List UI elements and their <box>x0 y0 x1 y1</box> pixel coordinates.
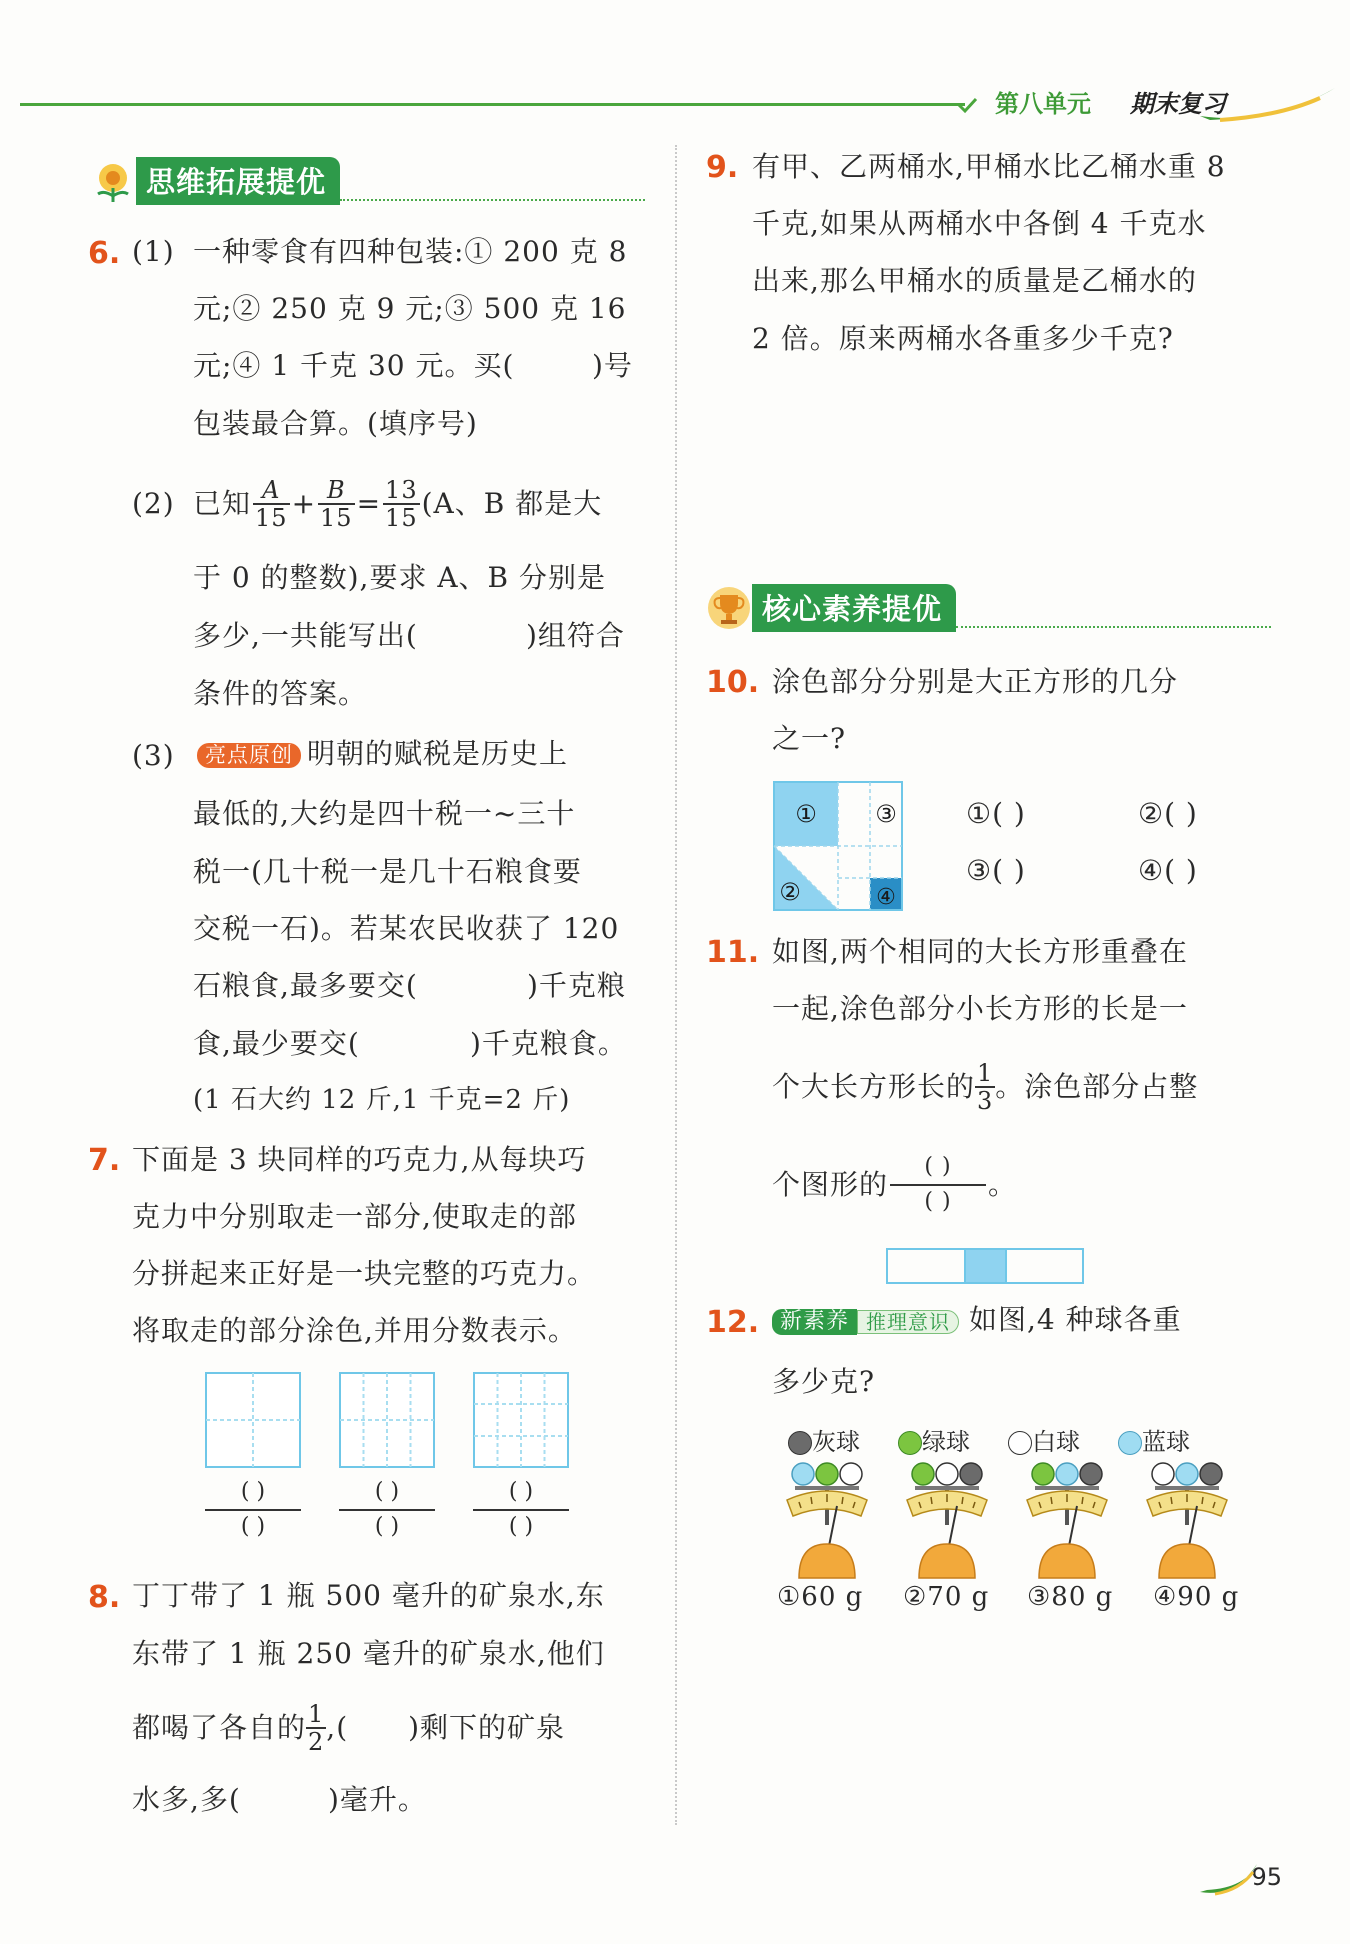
q7-answer-fraction-1[interactable] <box>203 1478 303 1541</box>
q8-line3 <box>132 1694 565 1762</box>
q11-answer-fraction[interactable] <box>888 1153 988 1216</box>
q11-shaded-rect <box>965 1249 1006 1283</box>
scale-2-reading: ②70 g <box>903 1582 990 1612</box>
q12-line2: 多少克? <box>772 1365 876 1398</box>
fraction-bar <box>205 1509 301 1511</box>
q11-l4-prefix: 个图形的 <box>772 1168 889 1201</box>
q8-number: 8. <box>88 1580 121 1615</box>
plus-sign: + <box>291 487 317 520</box>
q6-p2-line: 于 0 的整数),要求 A、B 分别是 <box>193 561 607 594</box>
scale-4-reading: ④90 g <box>1153 1582 1240 1612</box>
q12-line1-text: 如图,4 种球各重 <box>969 1303 1182 1336</box>
section-core-title: 核心素养提优 <box>752 584 956 632</box>
swoosh-decoration-icon <box>1200 86 1340 126</box>
unit-label: 第八单元 <box>995 90 1091 118</box>
header-rule <box>20 103 965 106</box>
q11-l3-prefix: 个大长方形长的 <box>772 1070 976 1103</box>
q6-p1-line: 包装最合算。(填序号) <box>193 407 478 440</box>
q12-line1 <box>772 1303 1182 1336</box>
fraction-bar <box>473 1509 569 1511</box>
q8-l3-suffix: )剩下的矿泉 <box>408 1711 566 1744</box>
trophy-icon <box>706 585 752 631</box>
q12-number: 12. <box>706 1305 760 1340</box>
scale-4 <box>1147 1463 1227 1578</box>
q6-p2-suffix: (A、B 都是大 <box>421 487 603 520</box>
section-dots <box>956 588 1271 628</box>
fraction-third-den: 3 <box>977 1087 994 1115</box>
q9-number: 9. <box>706 150 739 185</box>
q8-l4a: 水多,多( <box>132 1783 241 1816</box>
q6-p1-label: (1) <box>132 235 175 268</box>
fraction-blank-num: ( ) <box>924 1154 952 1180</box>
q7-answer-fraction-3[interactable] <box>471 1478 571 1541</box>
review-label: 期末复习 <box>1130 90 1226 118</box>
check-leaf-icon <box>955 96 979 116</box>
fraction-bar <box>890 1184 986 1186</box>
fraction-half-den: 2 <box>308 1728 325 1756</box>
column-divider <box>675 145 677 1825</box>
scales-figure <box>775 1460 1255 1580</box>
fraction-blank-den: ( ) <box>240 1513 266 1539</box>
fraction-a-num: A <box>253 477 290 505</box>
q6-p3-line: 税一(几十税一是几十石粮食要 <box>193 855 582 888</box>
white-ball-icon <box>1008 1431 1032 1455</box>
q9-line: 千克,如果从两桶水中各倒 4 千克水 <box>752 207 1207 240</box>
q10-square-figure <box>772 780 904 912</box>
q6-p2-equation <box>193 468 602 540</box>
q6-p2-prefix: 已知 <box>193 487 252 520</box>
fraction-half-num: 1 <box>308 1699 325 1728</box>
fraction-c-num: 13 <box>385 475 418 504</box>
q7-answer-fraction-2[interactable] <box>337 1478 437 1541</box>
chocolate-bar-3[interactable] <box>473 1372 569 1468</box>
q6-p3-line: 明朝的赋税是历史上 <box>307 737 569 770</box>
q6-number: 6. <box>88 236 121 271</box>
fraction-b-den: 15 <box>320 504 353 532</box>
q8-l3-mid: ,( <box>326 1711 349 1744</box>
q10-answer-3[interactable]: ③( ) <box>966 854 1026 887</box>
q10-answer-4[interactable]: ④( ) <box>1138 854 1198 887</box>
legend-blue <box>1118 1422 1190 1457</box>
q10-label-2: ② <box>779 878 801 906</box>
legend-white-label: 白球 <box>1032 1428 1080 1456</box>
scale-3 <box>1027 1463 1107 1578</box>
section-thinking-title: 思维拓展提优 <box>136 157 340 205</box>
fraction-third-num: 1 <box>977 1058 994 1087</box>
q10-answer-1[interactable]: ①( ) <box>966 797 1026 830</box>
fraction-blank-den: ( ) <box>374 1513 400 1539</box>
sunflower-icon <box>90 158 136 204</box>
q6-p3-line: 最低的,大约是四十税一~三十 <box>193 797 576 830</box>
q6-p1-line: )号 <box>592 349 633 382</box>
q6-p1-line: 元;④ 1 千克 30 元。买( <box>193 349 515 382</box>
q11-number: 11. <box>706 935 760 970</box>
q8-line: 丁丁带了 1 瓶 500 毫升的矿泉水,东 <box>132 1579 605 1612</box>
scale-1 <box>787 1463 867 1578</box>
q11-l3-suffix: 。涂色部分占整 <box>995 1070 1199 1103</box>
q10-line: 涂色部分分别是大正方形的几分 <box>772 665 1179 698</box>
q6-p3-line: (1 石大约 12 斤,1 千克=2 斤) <box>193 1085 571 1115</box>
q6-p1-line: 元;② 250 克 9 元;③ 500 克 16 <box>193 292 627 325</box>
fraction-blank-den: ( ) <box>924 1189 952 1214</box>
q6-p2-line: 多少,一共能写出( <box>193 619 418 652</box>
q6-p2-line: 条件的答案。 <box>193 677 368 710</box>
green-ball-icon <box>898 1431 922 1455</box>
q6-p2-label: (2) <box>132 487 175 520</box>
section-thinking-banner <box>90 158 645 204</box>
q10-label-1: ① <box>795 800 817 828</box>
q7-line: 克力中分别取走一部分,使取走的部 <box>132 1200 577 1233</box>
new-literacy-badge: 新素养 <box>772 1309 857 1335</box>
q6-p3-line: 交税一石)。若某农民收获了 120 <box>193 912 620 945</box>
q8-line: 东带了 1 瓶 250 毫升的矿泉水,他们 <box>132 1637 605 1670</box>
fraction-b-num: B <box>318 477 355 505</box>
fraction-b <box>318 477 355 532</box>
fraction-c <box>383 477 420 532</box>
q7-line: 分拼起来正好是一块完整的巧克力。 <box>132 1257 597 1290</box>
q9-line: 出来,那么甲桶水的质量是乙桶水的 <box>752 264 1197 297</box>
equals-sign: = <box>356 487 382 520</box>
chocolate-bar-1[interactable] <box>205 1372 301 1468</box>
fraction-blank-num: ( ) <box>508 1479 534 1504</box>
reasoning-badge: 推理意识 <box>857 1310 959 1334</box>
q6-p3-line: 石粮食,最多要交( <box>193 969 418 1002</box>
chocolate-bar-2[interactable] <box>339 1372 435 1468</box>
scale-1-reading: ①60 g <box>777 1582 864 1612</box>
q6-p3-line: )千克粮食。 <box>470 1027 627 1060</box>
page-number: 95 <box>1251 1863 1282 1891</box>
legend-green <box>898 1422 970 1457</box>
legend-gray-label: 灰球 <box>812 1428 860 1456</box>
fraction-third <box>975 1060 995 1115</box>
section-dots <box>340 161 645 201</box>
blue-ball-icon <box>1118 1431 1142 1455</box>
page-swoosh-icon <box>1195 1858 1265 1898</box>
q9-line: 有甲、乙两桶水,甲桶水比乙桶水重 8 <box>752 150 1226 183</box>
section-core-banner <box>706 585 1271 631</box>
q11-line: 一起,涂色部分小长方形的长是一 <box>772 992 1188 1025</box>
q10-number: 10. <box>706 665 760 700</box>
q7-line: 下面是 3 块同样的巧克力,从每块巧 <box>132 1143 587 1176</box>
q6-p1-line: 一种零食有四种包装:① 200 克 8 <box>193 235 628 268</box>
q10-label-3: ③ <box>875 800 897 828</box>
fraction-bar <box>339 1509 435 1511</box>
q6-p3-line: 食,最少要交( <box>193 1027 360 1060</box>
q9-line: 2 倍。原来两桶水各重多少千克? <box>752 322 1174 355</box>
q11-l4-suffix: 。 <box>988 1168 1018 1201</box>
gray-ball-icon <box>788 1431 812 1455</box>
legend-white <box>1008 1422 1080 1457</box>
ball-legend <box>788 1422 1190 1457</box>
q8-l4b: )毫升。 <box>328 1783 427 1816</box>
q10-line: 之一? <box>772 722 847 755</box>
q6-p3-label: (3) <box>132 739 175 772</box>
q6-p3-first-line <box>193 737 569 770</box>
q6-p2-line: )组符合 <box>526 619 625 652</box>
q10-label-4: ④ <box>876 885 896 910</box>
q7-number: 7. <box>88 1143 121 1178</box>
q6-p3-line: )千克粮 <box>527 969 626 1002</box>
fraction-blank-num: ( ) <box>374 1479 400 1504</box>
q11-rectangles-figure <box>885 1247 1085 1285</box>
q10-answer-2[interactable]: ②( ) <box>1138 797 1198 830</box>
fraction-a <box>253 477 290 532</box>
fraction-blank-num: ( ) <box>240 1479 266 1504</box>
q11-line3 <box>772 1053 1198 1121</box>
q7-line: 将取走的部分涂色,并用分数表示。 <box>132 1314 577 1347</box>
original-badge: 亮点原创 <box>197 743 301 768</box>
legend-blue-label: 蓝球 <box>1142 1428 1190 1456</box>
q8-l3-prefix: 都喝了各自的 <box>132 1711 307 1744</box>
legend-gray <box>788 1422 860 1457</box>
q11-line: 如图,两个相同的大长方形重叠在 <box>772 935 1188 968</box>
q11-line4 <box>772 1150 1017 1220</box>
scale-2 <box>907 1463 987 1578</box>
fraction-a-den: 15 <box>255 504 288 532</box>
legend-green-label: 绿球 <box>922 1428 970 1456</box>
fraction-half <box>306 1701 326 1756</box>
scale-3-reading: ③80 g <box>1027 1582 1114 1612</box>
fraction-blank-den: ( ) <box>508 1513 534 1539</box>
fraction-c-den: 15 <box>385 504 418 532</box>
